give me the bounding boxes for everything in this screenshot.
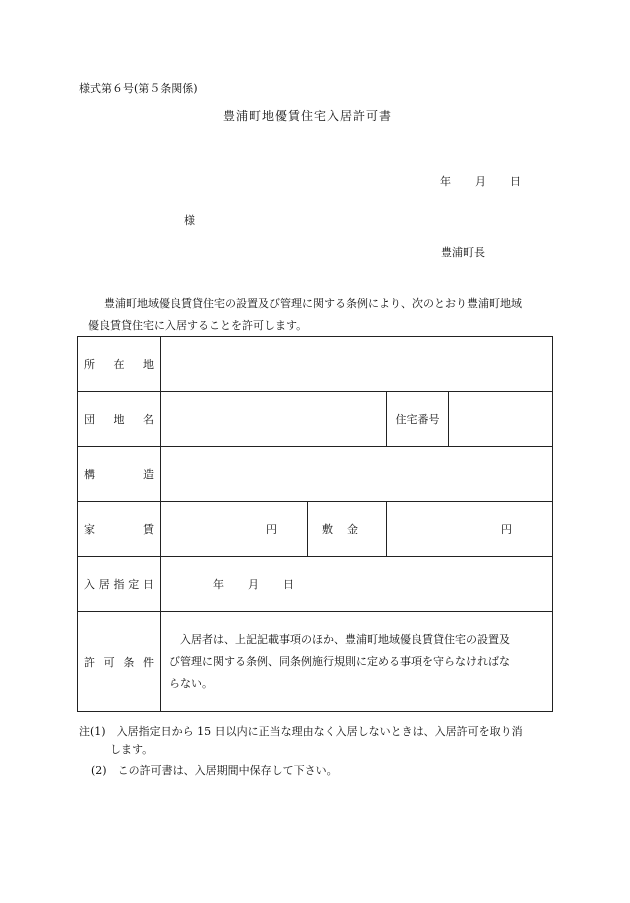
deposit-label: 敷金 [308,502,387,557]
move-in-label: 入 居 指 定 日 [84,578,154,591]
date-year: 年 [440,175,451,188]
date-month: 月 [475,175,486,188]
note-1-cont: します。 [110,743,154,756]
body-line-1: 豊浦町地域優良賃貸住宅の設置及び管理に関する条例により、次のとおり豊浦町地域 [104,297,522,310]
conditions-line-1: 入居者は、上記記載事項のほか、豊浦町地域優良賃貸住宅の設置及 [180,632,510,646]
row-move-in [78,557,553,612]
row-rent [78,502,553,557]
conditions-text [161,612,553,712]
move-in-day: 日 [283,578,294,591]
conditions-label-cell [78,612,161,712]
move-in-date [161,557,553,612]
location-value [161,337,553,392]
note-2: (2) この許可書は、入居期間中保存して下さい。 [91,764,338,777]
complex-label: 団 地 名 [84,413,154,426]
structure-label: 構 造 [84,468,154,481]
unit-number-label: 住宅番号 [387,392,449,447]
notes [79,723,559,780]
addressee-suffix: 様 [184,214,195,227]
complex-label-cell [78,392,161,447]
body-line-2: 優良賃貸住宅に入居することを許可します。 [88,319,308,332]
move-in-label-cell [78,557,161,612]
form-number: 様式第６号(第５条関係) [79,82,198,95]
conditions-line-2: び管理に関する条例、同条例施行規則に定める事項を守らなければな [169,654,510,668]
date-day: 日 [510,175,521,188]
location-label: 所 在 地 [84,358,154,371]
body-text [88,293,558,337]
row-structure [78,447,553,502]
note-1: 注(1) 入居指定日から 15 日以内に正当な理由なく入居しないときは、入居許可を取り消 [79,725,523,738]
structure-label-cell [78,447,161,502]
unit-number-value [449,392,553,447]
issue-date [440,173,521,189]
move-in-year: 年 [213,578,224,591]
row-conditions [78,612,553,712]
row-location [78,337,553,392]
conditions-line-3: らない。 [169,676,213,690]
rent-value: 円 [161,502,308,557]
rent-label-cell [78,502,161,557]
document-title: 豊浦町地優賃住宅入居許可書 [223,109,393,123]
issuer-name: 豊浦町長 [441,246,485,259]
complex-value [161,392,387,447]
deposit-value: 円 [387,502,553,557]
row-complex [78,392,553,447]
structure-value [161,447,553,502]
location-label-cell [78,337,161,392]
info-table [77,336,553,712]
rent-label: 家 賃 [84,523,154,536]
conditions-label: 許 可 条 件 [84,655,154,669]
move-in-month: 月 [248,578,259,591]
